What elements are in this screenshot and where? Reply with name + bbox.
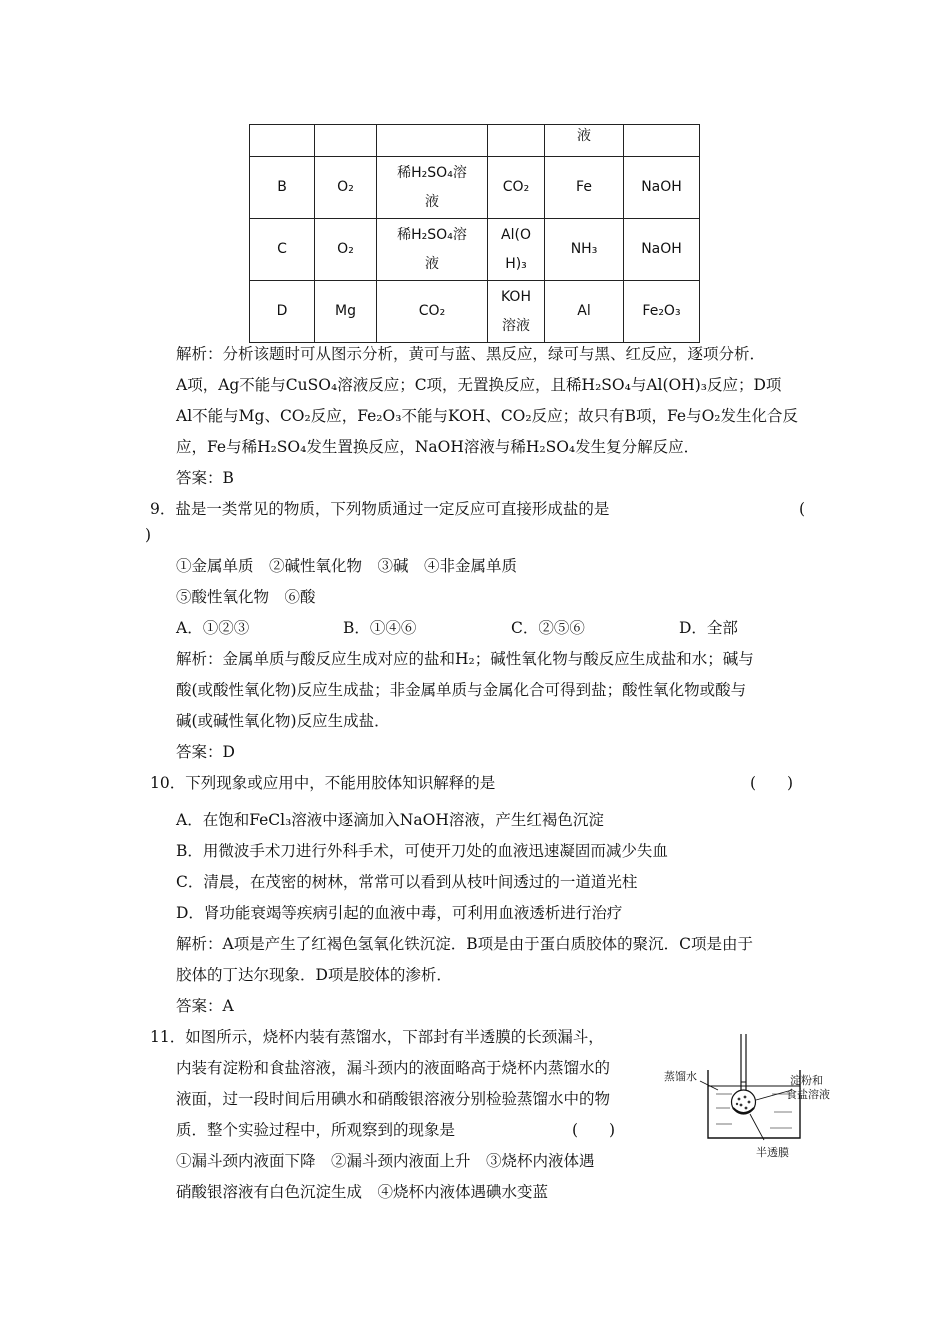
table-row: [250, 281, 700, 343]
table-cell: [377, 157, 488, 219]
beaker-diagram: [660, 1028, 850, 1168]
table-cell: [488, 219, 545, 281]
question-text: 如图所示，烧杯内装有蒸馏水，下部封有半透膜的长颈漏斗，: [185, 1028, 604, 1046]
q10-answer: 答案：A: [176, 997, 234, 1015]
q11-stem-line: 质．整个实验过程中，所观察到的现象是: [176, 1121, 456, 1139]
table-cell: CO₂: [488, 157, 545, 219]
q8-analysis-line: Al不能与Mg、CO₂反应，Fe₂O₃不能与KOH、CO₂反应；故只有B项，Fe与O₂发生化合反: [176, 407, 798, 425]
q11-stem-line: [150, 1026, 604, 1048]
table-cell: Fe: [545, 157, 624, 219]
table-cell: [377, 125, 488, 157]
q9-items-line: ⑤酸性氧化物 ⑥酸: [176, 588, 316, 606]
label-water: 蒸馏水: [664, 1070, 697, 1083]
table-cell: O₂: [315, 219, 377, 281]
q10-analysis-line: 解析：A项是产生了红褐色氢氧化铁沉淀．B项是由于蛋白质胶体的聚沉．C项是由于: [176, 935, 753, 953]
q9-items-line: ①金属单质 ②碱性氧化物 ③碱 ④非金属单质: [176, 557, 518, 575]
answer-paren-close: ): [145, 526, 152, 544]
q9-analysis-line: 酸(或酸性氧化物)反应生成盐；非金属单质与金属化合可得到盐；酸性氧化物或酸与: [176, 681, 747, 699]
q11-stem-line: 内装有淀粉和食盐溶液，漏斗颈内的液面略高于烧杯内蒸馏水的: [176, 1059, 611, 1077]
answer-paren-open: (: [799, 500, 806, 518]
q11-items-line: ①漏斗颈内液面下降 ②漏斗颈内液面上升 ③烧杯内液体遇: [176, 1152, 595, 1170]
cell-text: Al(OH)₃: [501, 226, 531, 272]
q8-analysis-line: 应，Fe与稀H₂SO₄发生置换反应，NaOH溶液与稀H₂SO₄发生复分解反应．: [176, 438, 700, 456]
table-row: [250, 219, 700, 281]
table-cell: D: [250, 281, 315, 343]
q9-stem: [150, 498, 609, 520]
answer-paren: ( ): [572, 1121, 616, 1139]
table-cell: NH₃: [545, 219, 624, 281]
q9-answer: 答案：D: [176, 743, 235, 761]
q9-option-b: B．①④⑥: [343, 619, 417, 637]
q9-option-d: D．全部: [679, 619, 738, 637]
table-cell: [624, 125, 700, 157]
label-membrane: 半透膜: [756, 1146, 789, 1159]
question-number: 11．: [150, 1028, 186, 1046]
table-cell: 液: [545, 125, 624, 157]
q8-answer: 答案：B: [176, 469, 234, 487]
q8-analysis-line: 解析：分析该题时可从图示分析，黄可与蓝、黑反应，绿可与黑、红反应，逐项分析．: [176, 345, 766, 363]
table-cell: O₂: [315, 157, 377, 219]
q10-option-a: A．在饱和FeCl₃溶液中逐滴加入NaOH溶液，产生红褐色沉淀: [176, 811, 604, 829]
table-cell: NaOH: [624, 157, 700, 219]
cell-text: KOH溶液: [501, 288, 531, 334]
table-cell: [315, 125, 377, 157]
question-text: 下列现象或应用中，不能用胶体知识解释的是: [185, 774, 496, 792]
table-cell: [488, 125, 545, 157]
table-cell: B: [250, 157, 315, 219]
q9-option-c: C．②⑤⑥: [511, 619, 585, 637]
question-number: 9．: [150, 500, 176, 518]
table-cell: Al: [545, 281, 624, 343]
question-number: 10．: [150, 774, 186, 792]
table-cell: Mg: [315, 281, 377, 343]
q9-analysis-line: 解析：金属单质与酸反应生成对应的盐和H₂；碱性氧化物与酸反应生成盐和水；碱与: [176, 650, 754, 668]
q11-stem-line: 液面，过一段时间后用碘水和硝酸银溶液分别检验蒸馏水中的物: [176, 1090, 611, 1108]
table-cell: [377, 219, 488, 281]
label-solution: 食盐溶液: [786, 1088, 830, 1101]
table-cell: CO₂: [377, 281, 488, 343]
table-row: [250, 157, 700, 219]
q10-option-b: B．用微波手术刀进行外科手术，可使开刀处的血液迅速凝固而减少失血: [176, 842, 668, 860]
q10-analysis-line: 胶体的丁达尔现象．D项是胶体的渗析．: [176, 966, 452, 984]
q9-option-a: A．①②③: [176, 619, 250, 637]
question-text: 盐是一类常见的物质，下列物质通过一定反应可直接形成盐的是: [175, 500, 610, 518]
q11-items-line: 硝酸银溶液有白色沉淀生成 ④烧杯内液体遇碘水变蓝: [176, 1183, 549, 1201]
q10-option-d: D．肾功能衰竭等疾病引起的血液中毒，可利用血液透析进行治疗: [176, 904, 623, 922]
table-cell: Fe₂O₃: [624, 281, 700, 343]
q10-stem: [150, 772, 495, 794]
q9-analysis-line: 碱(或碱性氧化物)反应生成盐．: [176, 712, 390, 730]
answer-table: [249, 124, 700, 343]
table-cell: [250, 125, 315, 157]
table-cell: C: [250, 219, 315, 281]
table-cell: NaOH: [624, 219, 700, 281]
q8-analysis-line: A项，Ag不能与CuSO₄溶液反应；C项，无置换反应，且稀H₂SO₄与Al(OH)₃反应；D项: [176, 376, 782, 394]
cell-text: 稀H₂SO₄溶液: [397, 226, 467, 272]
label-solution: 淀粉和: [790, 1074, 823, 1087]
answer-paren: ( ): [750, 774, 794, 792]
q10-option-c: C．清晨，在茂密的树林，常常可以看到从枝叶间透过的一道道光柱: [176, 873, 638, 891]
table-cell: [488, 281, 545, 343]
table-row: [250, 125, 700, 157]
cell-text: 稀H₂SO₄溶液: [397, 164, 467, 210]
